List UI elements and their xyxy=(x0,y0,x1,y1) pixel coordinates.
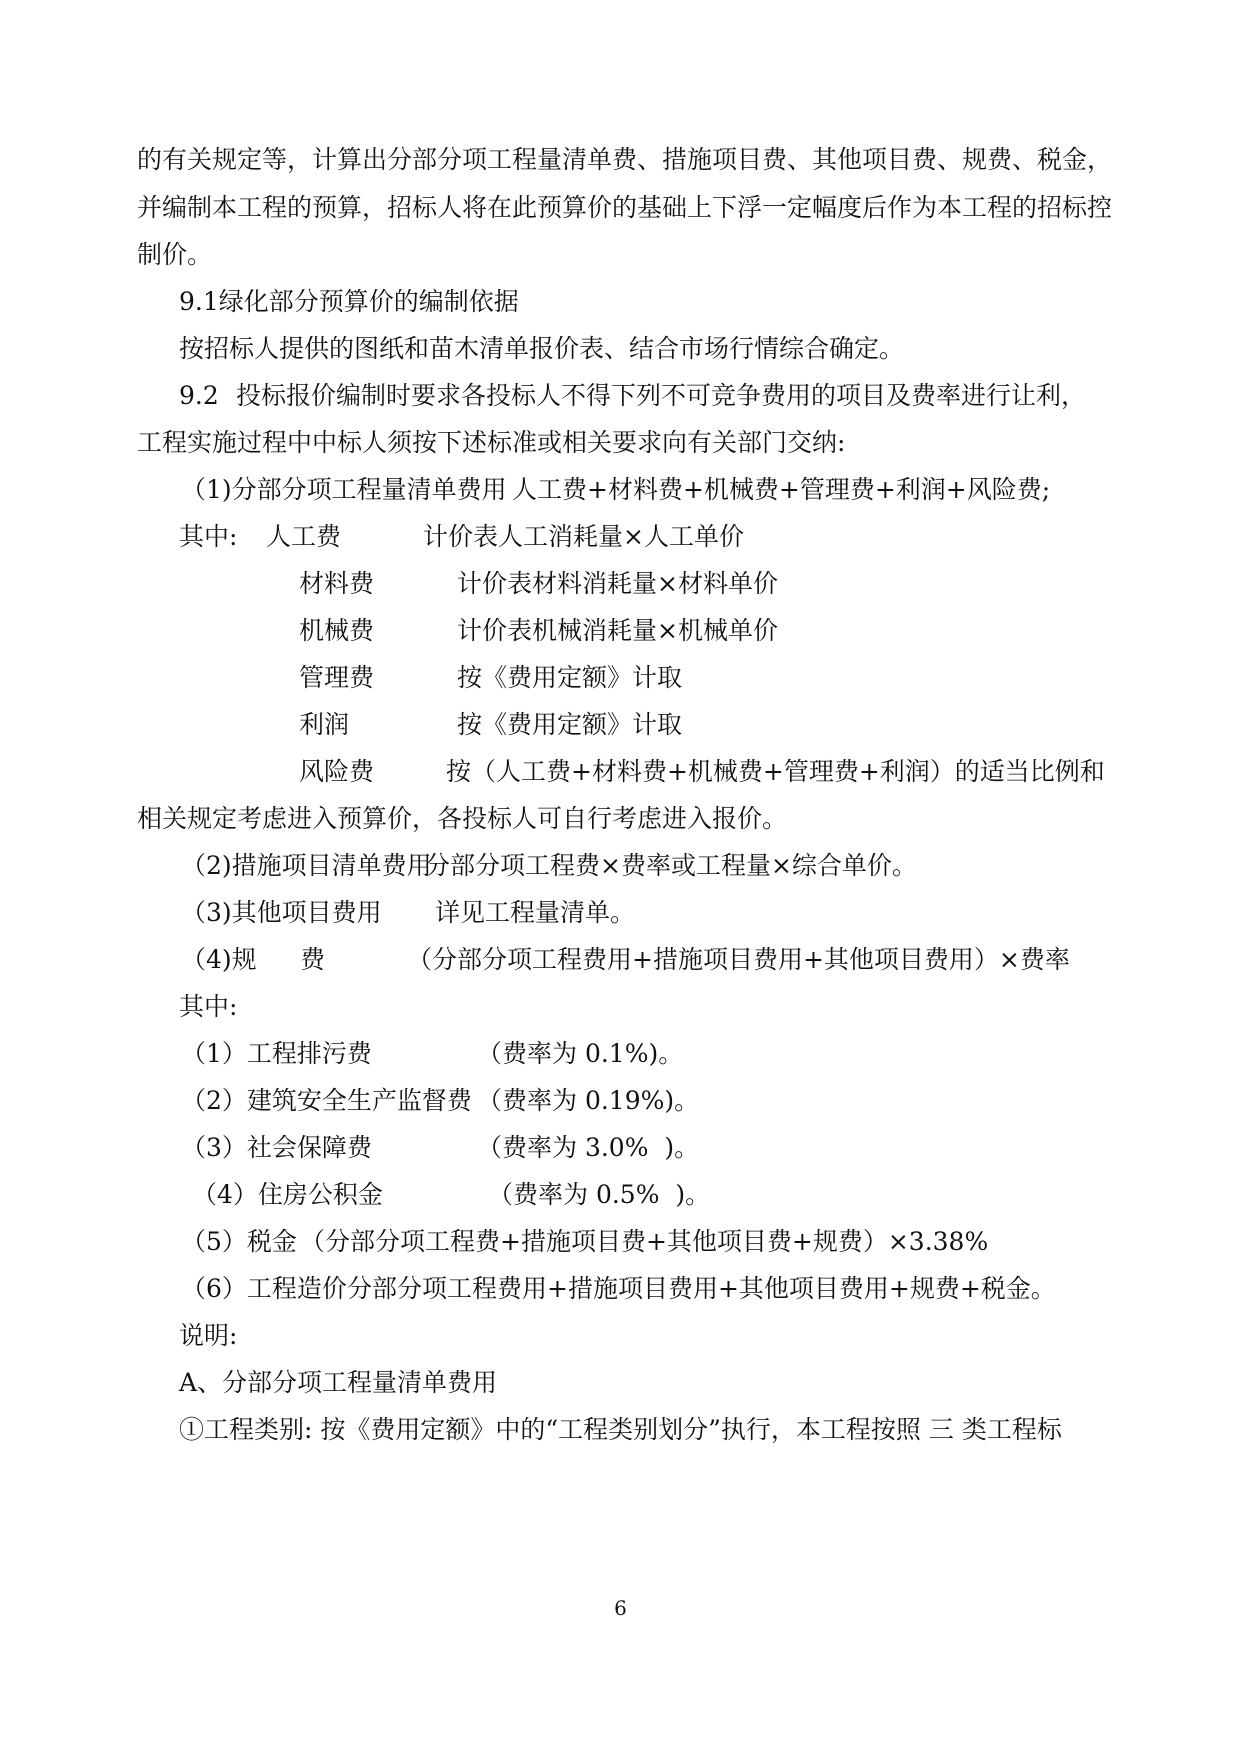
item-2-value: 分部分项工程费×费率或工程量×综合单价。 xyxy=(425,851,917,880)
section-9-1-body: 按招标人提供的图纸和苗木清单报价表、结合市场行情综合确定。 xyxy=(179,334,905,363)
section-a-body: ①工程类别: 按《费用定额》中的“工程类别划分”执行，本工程按照 三 类工程标 xyxy=(179,1415,1062,1444)
section-a-title: A、分部分项工程量清单费用 xyxy=(179,1368,498,1397)
item-1-value: 人工费+材料费+机械费+管理费+利润+风险费; xyxy=(512,475,1051,504)
sub-5-label: （5）税金 xyxy=(181,1227,297,1256)
qizhong-label: 其中: xyxy=(179,522,238,551)
sub-2-label: （2）建筑安全生产监督费 xyxy=(181,1086,472,1115)
item-3-value: 详见工程量清单。 xyxy=(435,898,636,927)
section-9-2-line-1: 投标报价编制时要求各投标人不得下列不可竞争费用的项目及费率进行让利， xyxy=(236,381,1087,410)
risk-label: 风险费 xyxy=(299,757,375,786)
section-9-1-title: 9.1绿化部分预算价的编制依据 xyxy=(179,287,519,316)
sub-3-label: （3）社会保障费 xyxy=(181,1133,372,1162)
machine-label: 机械费 xyxy=(299,616,375,645)
labor-label: 人工费 xyxy=(266,522,342,551)
intro-line-3: 制价。 xyxy=(137,240,213,269)
item-4-value: （分部分项工程费用+措施项目费用+其他项目费用）×费率 xyxy=(407,945,1070,974)
item-4-label: （4)规 xyxy=(181,945,257,974)
material-label: 材料费 xyxy=(299,569,375,598)
sub-6-label: （6）工程造价 xyxy=(181,1274,347,1303)
item-2-label: （2)措施项目清单费用 xyxy=(181,851,432,880)
sub-6-value: 分部分项工程费用+措施项目费用+其他项目费用+规费+税金。 xyxy=(347,1274,1056,1303)
intro-line-1: 的有关规定等，计算出分部分项工程量清单费、措施项目费、其他项目费、规费、税金， xyxy=(137,145,1113,174)
profit-label: 利润 xyxy=(299,710,350,739)
sub-4-label: （4）住房公积金 xyxy=(192,1180,383,1209)
risk-value: 按（人工费+材料费+机械费+管理费+利润）的适当比例和 xyxy=(446,757,1105,786)
machine-value: 计价表机械消耗量×机械单价 xyxy=(457,616,778,645)
section-9-2-number: 9.2 xyxy=(179,381,219,410)
labor-value: 计价表人工消耗量×人工单价 xyxy=(423,522,744,551)
sub-1-label: （1）工程排污费 xyxy=(181,1039,372,1068)
item-1-label: （1)分部分项工程量清单费用 xyxy=(181,475,507,504)
explanation-label: 说明: xyxy=(179,1321,238,1350)
management-label: 管理费 xyxy=(299,663,375,692)
page-number: 6 xyxy=(614,1596,627,1620)
sub-4-value: （费率为 0.5% )。 xyxy=(488,1180,711,1209)
management-value: 按《费用定额》计取 xyxy=(457,663,683,692)
sub-5-value: （分部分项工程费+措施项目费+其他项目费+规费）×3.38% xyxy=(300,1227,989,1256)
risk-line-2: 相关规定考虑进入预算价，各投标人可自行考虑进入报价。 xyxy=(137,804,788,833)
profit-value: 按《费用定额》计取 xyxy=(457,710,683,739)
item-4-label-2: 费 xyxy=(300,945,326,974)
sub-2-value: （费率为 0.19%)。 xyxy=(477,1086,700,1115)
item-3-label: （3)其他项目费用 xyxy=(181,898,382,927)
sub-3-value: （费率为 3.0% )。 xyxy=(477,1133,700,1162)
material-value: 计价表材料消耗量×材料单价 xyxy=(457,569,778,598)
qizhong-label-2: 其中: xyxy=(179,992,238,1021)
section-9-2-line-2: 工程实施过程中中标人须按下述标准或相关要求向有关部门交纳: xyxy=(137,428,846,457)
intro-line-2: 并编制本工程的预算，招标人将在此预算价的基础上下浮一定幅度后作为本工程的招标控 xyxy=(137,193,1113,222)
sub-1-value: （费率为 0.1%)。 xyxy=(477,1039,684,1068)
